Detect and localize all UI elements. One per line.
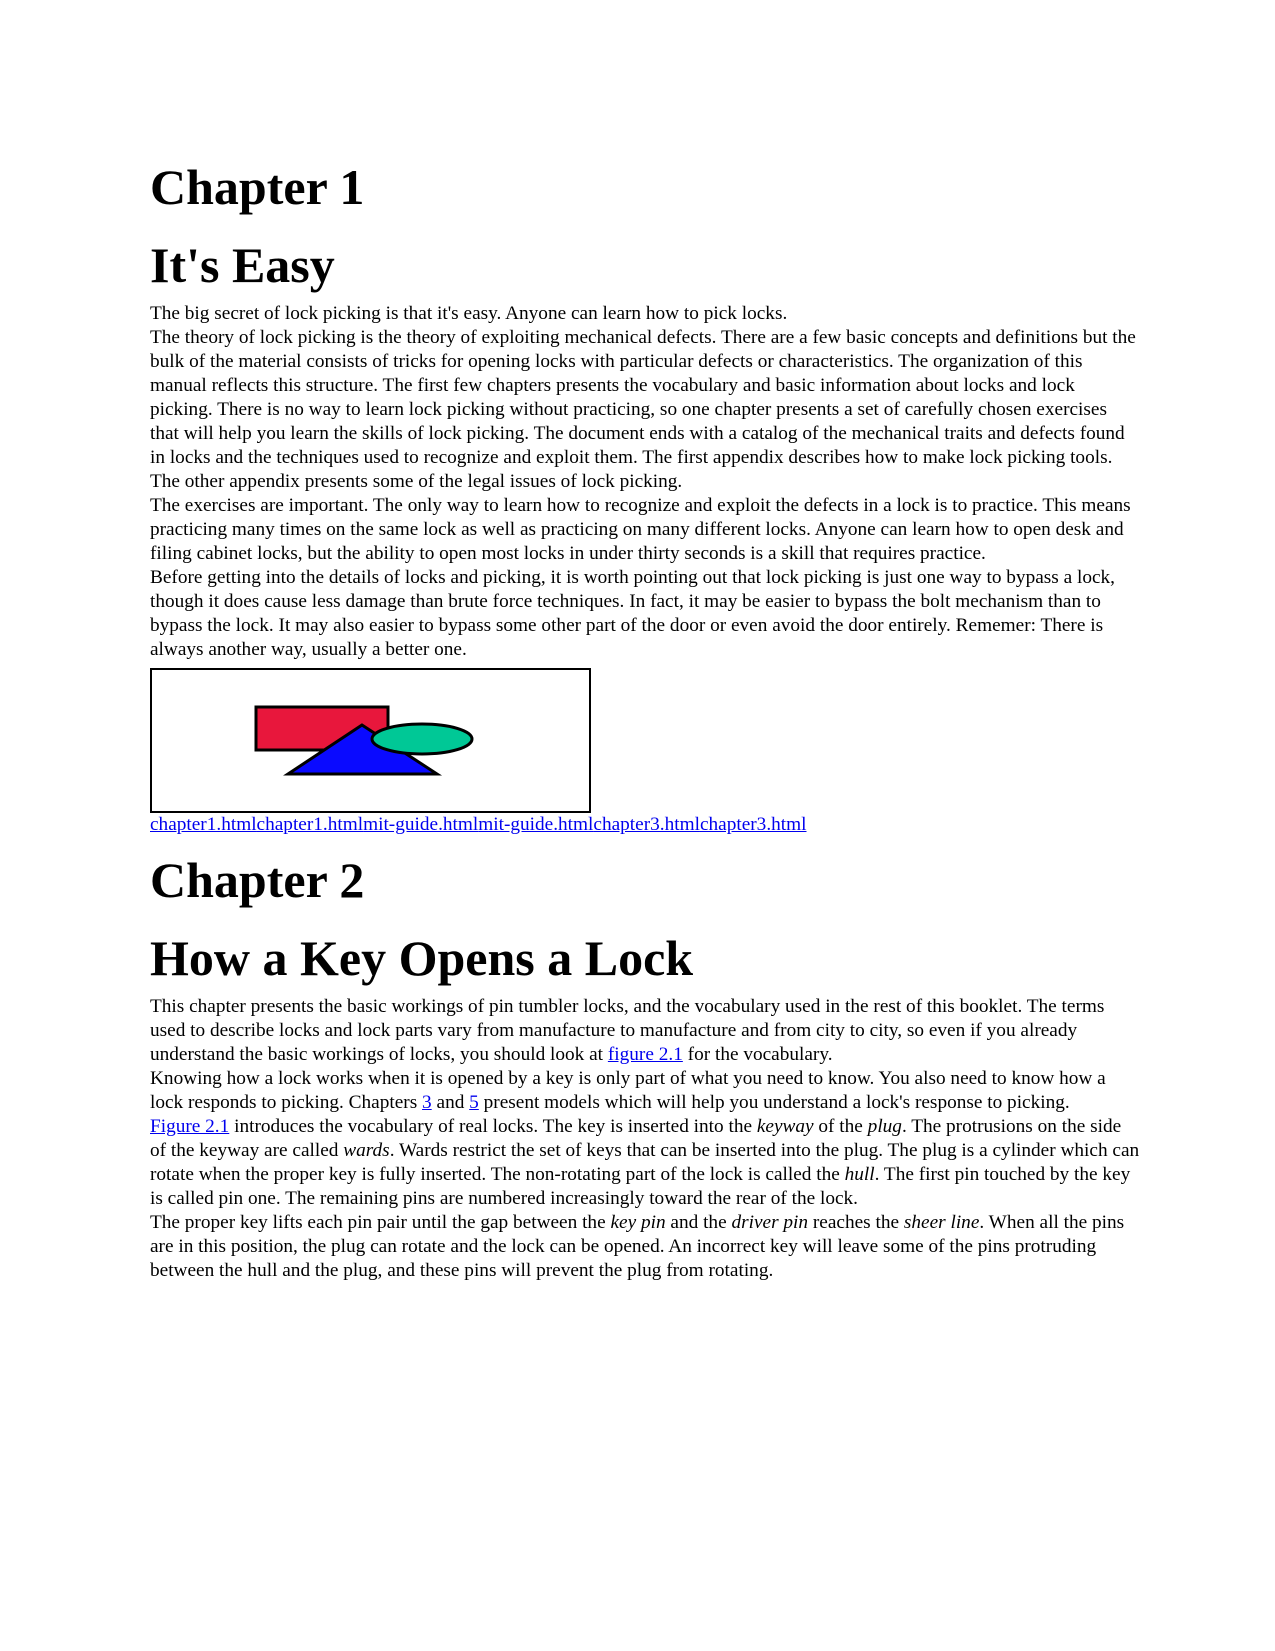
mit-guide-link[interactable]: mit-guide.html	[363, 814, 479, 835]
chapter1-link[interactable]: chapter1.html	[256, 814, 364, 835]
chapter1-link[interactable]: chapter1.html	[150, 814, 257, 835]
chapter3-link[interactable]: chapter3.html	[699, 814, 807, 835]
chapter-1-label: Chapter 1	[150, 159, 365, 215]
figure-2-1-link[interactable]: figure 2.1	[607, 1044, 683, 1065]
term-wards: wards	[343, 1140, 390, 1161]
term-driver-pin: driver pin	[731, 1212, 809, 1233]
green-ellipse	[372, 724, 472, 754]
chapter-1-paragraph: The exercises are important. The only way to learn how to recognize and exploit the defects in a lock is to practice. This means practicing many times on the same lock as well as practicing on many different locks. Anyone can learn how to open desk and filing cabinet locks, but the ability to open most locks in under thirty seconds is a skill that requires practice.	[150, 495, 1131, 564]
term-plug: plug	[867, 1116, 902, 1137]
chapter-3-link[interactable]: 3	[422, 1092, 432, 1113]
chapter-1-paragraph: The big secret of lock picking is that it's easy. Anyone can learn how to pick locks.	[150, 303, 788, 324]
chapter-2-paragraph: Knowing how a lock works when it is opened by a key is only part of what you need to know. You also need to know how a lock responds to picking. Chapters 3 and 5 present models which will help you understand a lock's response to picking.	[150, 1068, 1106, 1113]
chapter-1-paragraph: The theory of lock picking is the theory of exploiting mechanical defects. There are a few basic concepts and definitions but the bulk of the material consists of tricks for opening locks with particular defects or characteristics. The organization of this manual reflects this structure. The first few chapters presents the vocabulary and basic information about locks and lock picking. There is no way to learn lock picking without practicing, so one chapter presents a set of carefully chosen exercises that will help you learn the skills of lock picking. The document ends with a catalog of the mechanical traits and defects found in locks and the techniques used to recognize and exploit them. The first appendix describes how to make lock picking tools. The other appendix presents some of the legal issues of lock picking.	[150, 327, 1136, 492]
chapter-2-title: How a Key Opens a Lock	[150, 930, 694, 986]
document-page	[150, 158, 1140, 1283]
chapter-2-paragraph: Figure 2.1 introduces the vocabulary of real locks. The key is inserted into the keyway of the plug. The protrusions on the side of the keyway are called wards. Wards restrict the set of keys that can be inserted into the plug. The plug is a cylinder which can rotate when the proper key is fully inserted. The non-rotating part of the lock is called the hull. The first pin touched by the key is called pin one. The remaining pins are numbered increasingly toward the rear of the lock.	[150, 1116, 1140, 1209]
chapter-1-paragraph: Before getting into the details of locks and picking, it is worth pointing out that lock picking is just one way to bypass a lock, though it does cause less damage than brute force techniques. In fact, it may be easier to bypass the bolt mechanism than to bypass the lock. It may also easier to bypass some other part of the door or even avoid the door entirely. Rememer: There is always another way, usually a better one.	[150, 567, 1115, 660]
mit-guide-link[interactable]: mit-guide.html	[478, 814, 594, 835]
chapter3-link[interactable]: chapter3.html	[593, 814, 700, 835]
shapes-figure	[150, 668, 591, 813]
chapter-5-link[interactable]: 5	[469, 1092, 479, 1113]
chapter-2-paragraph: The proper key lifts each pin pair until the gap between the key pin and the driver pin reaches the sheer line. When all the pins are in this position, the plug can rotate and the lock can be opened. An incorrect key will leave some of the pins protruding between the hull and the plug, and these pins will prevent the plug from rotating.	[150, 1212, 1125, 1281]
figure-2-1-link[interactable]: Figure 2.1	[150, 1116, 230, 1137]
term-hull: hull	[844, 1164, 875, 1185]
chapter-2-paragraph: This chapter presents the basic workings of pin tumbler locks, and the vocabulary used in the rest of this booklet. The terms used to describe locks and lock parts vary from manufacture to manufacture and from city to city, so even if you already understand the basic workings of locks, you should look at figure 2.1 for the vocabulary.	[150, 996, 1105, 1065]
term-key-pin: key pin	[610, 1212, 666, 1233]
term-sheer-line: sheer line	[903, 1212, 980, 1233]
shapes-illustration	[152, 670, 589, 811]
chapter-1-title: It's Easy	[150, 237, 335, 293]
term-keyway: keyway	[756, 1116, 814, 1137]
navigation-links	[150, 813, 1140, 837]
chapter-2-label: Chapter 2	[150, 852, 365, 908]
